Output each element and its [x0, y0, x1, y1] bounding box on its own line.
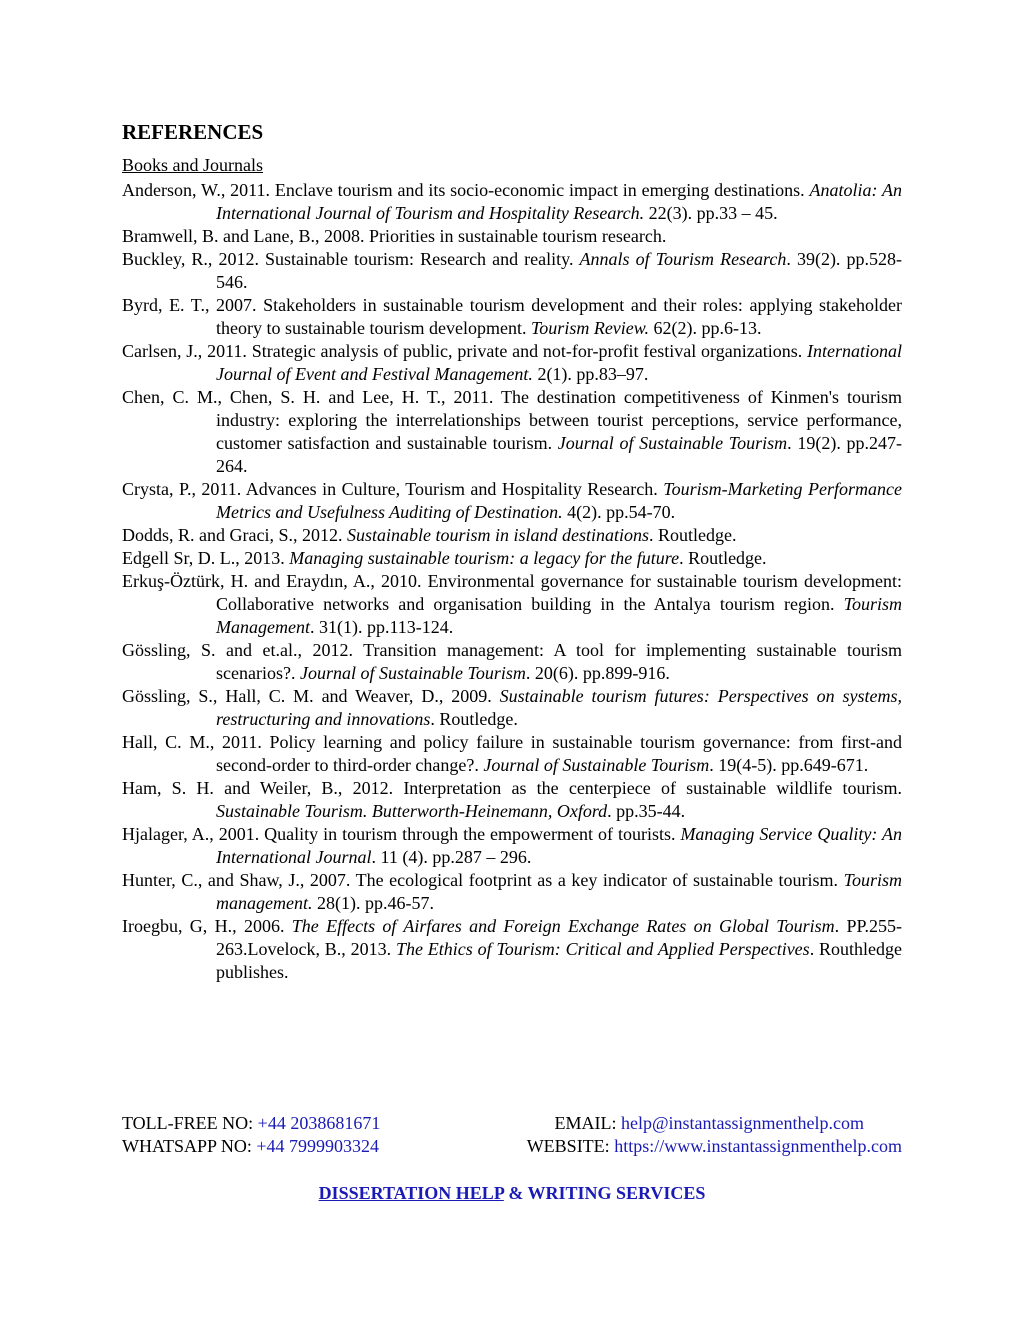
reference-source-title: International Journal of Event and Festival Management.: [216, 341, 902, 384]
reference-text: Hall, C. M., 2011. Policy learning and policy failure in sustainable tourism governance: from first-and second-order to third-order change?.: [122, 732, 902, 775]
reference-text: Buckley, R., 2012. Sustainable tourism: Research and reality.: [122, 249, 580, 269]
reference-item: [122, 685, 902, 731]
tollfree-label: TOLL-FREE NO:: [122, 1113, 258, 1133]
website-label: WEBSITE:: [526, 1136, 615, 1156]
reference-text: 4(2). pp.54-70.: [562, 502, 676, 522]
email-contact: [554, 1112, 902, 1135]
reference-source-title: Sustainable tourism futures: Perspectives on systems, restructuring and innovations: [216, 686, 902, 729]
reference-item: [122, 340, 902, 386]
reference-text: Anderson, W., 2011. Enclave tourism and its socio-economic impact in emerging destinations.: [122, 180, 810, 200]
reference-text: Dodds, R. and Graci, S., 2012.: [122, 525, 347, 545]
reference-text: . PP.255-263.Lovelock, B., 2013.: [216, 916, 902, 959]
reference-text: Hunter, C., and Shaw, J., 2007. The ecological footprint as a key indicator of sustainable tourism.: [122, 870, 844, 890]
reference-text: Carlsen, J., 2011. Strategic analysis of public, private and not-for-profit festival organizations.: [122, 341, 807, 361]
reference-text: . pp.35-44.: [607, 801, 686, 821]
reference-text: . 20(6). pp.899-916.: [525, 663, 670, 683]
tollfree-number-link[interactable]: +44 2038681671: [257, 1113, 381, 1133]
reference-text: . 39(2). pp.528-546.: [216, 249, 902, 292]
reference-item: [122, 386, 902, 478]
reference-source-title: Managing sustainable tourism: a legacy for the future: [289, 548, 680, 568]
reference-item: [122, 547, 902, 570]
reference-item: [122, 294, 902, 340]
whatsapp-label: WHATSAPP NO:: [122, 1136, 257, 1156]
reference-text: . Routhledge publishes.: [216, 939, 902, 982]
references-section: [122, 118, 902, 984]
reference-source-title: Tourism Management: [216, 594, 902, 637]
reference-source-title: Sustainable tourism in island destinations: [346, 525, 650, 545]
reference-text: 2(1). pp.83–97.: [532, 364, 649, 384]
tollfree-contact: [122, 1112, 380, 1135]
contact-row-2: [122, 1135, 902, 1158]
reference-text: 28(1). pp.46-57.: [312, 893, 434, 913]
whatsapp-contact: [122, 1135, 379, 1158]
reference-source-title: The Ethics of Tourism: Critical and Applied Perspectives: [395, 939, 810, 959]
reference-text: . 19(4-5). pp.649-671.: [709, 755, 869, 775]
contact-row-1: [122, 1112, 902, 1135]
reference-text: . 11 (4). pp.287 – 296.: [371, 847, 532, 867]
reference-item: [122, 225, 902, 248]
reference-text: . Routledge.: [679, 548, 767, 568]
reference-text: Iroegbu, G, H., 2006.: [122, 916, 292, 936]
reference-text: Hjalager, A., 2001. Quality in tourism through the empowerment of tourists.: [122, 824, 681, 844]
reference-source-title: Sustainable Tourism. Butterworth-Heinemann, Oxford: [216, 801, 608, 821]
footer-rest-text: & WRITING SERVICES: [503, 1183, 706, 1203]
reference-list: [122, 179, 902, 984]
reference-item: [122, 639, 902, 685]
reference-text: Edgell Sr, D. L., 2013.: [122, 548, 290, 568]
reference-source-title: Journal of Sustainable Tourism: [299, 663, 526, 683]
reference-item: [122, 478, 902, 524]
website-contact: [527, 1135, 902, 1158]
reference-item: [122, 777, 902, 823]
footer-banner: [0, 1181, 1024, 1205]
reference-text: 62(2). pp.6-13.: [648, 318, 762, 338]
books-journals-subheading: Books and Journals: [122, 155, 263, 175]
reference-source-title: Journal of Sustainable Tourism: [557, 433, 788, 453]
reference-text: Bramwell, B. and Lane, B., 2008. Priorities in sustainable tourism research.: [122, 226, 667, 246]
reference-item: [122, 823, 902, 869]
dissertation-help-link[interactable]: DISSERTATION HELP: [318, 1183, 504, 1203]
email-link[interactable]: help@instantassignmenthelp.com: [620, 1113, 864, 1133]
whatsapp-number-link[interactable]: +44 7999903324: [256, 1136, 380, 1156]
reference-item: [122, 869, 902, 915]
reference-text: . 31(1). pp.113-124.: [309, 617, 454, 637]
website-link[interactable]: https://www.instantassignmenthelp.com: [614, 1136, 902, 1156]
reference-item: [122, 248, 902, 294]
reference-source-title: Annals of Tourism Research: [579, 249, 787, 269]
reference-source-title: Anatolia: An International Journal of Tourism and Hospitality Research.: [216, 180, 902, 223]
email-label: EMAIL:: [554, 1113, 621, 1133]
reference-text: . Routledge.: [649, 525, 737, 545]
reference-item: [122, 179, 902, 225]
reference-text: Crysta, P., 2011. Advances in Culture, Tourism and Hospitality Research.: [122, 479, 664, 499]
reference-source-title: Tourism Review.: [530, 318, 649, 338]
reference-text: Gössling, S., Hall, C. M. and Weaver, D., 2009.: [122, 686, 500, 706]
reference-text: . Routledge.: [430, 709, 518, 729]
reference-source-title: Journal of Sustainable Tourism: [483, 755, 710, 775]
reference-text: Chen, C. M., Chen, S. H. and Lee, H. T., 2011. The destination competitiveness of Kinmen's tourism industry: exploring the interrelationships between tourist perceptions, service performance, customer satisfaction and sustainable tourism.: [122, 387, 902, 453]
reference-text: Byrd, E. T., 2007. Stakeholders in sustainable tourism development and their roles: applying stakeholder theory to sustainable tourism development.: [122, 295, 902, 338]
reference-item: [122, 731, 902, 777]
reference-text: . 19(2). pp.247-264.: [216, 433, 902, 476]
contact-block: [122, 1112, 902, 1158]
reference-source-title: Managing Service Quality: An International Journal: [216, 824, 902, 867]
reference-text: Erkuş-Öztürk, H. and Eraydın, A., 2010. Environmental governance for sustainable tourism development: Collaborative networks and organisation building in the Antalya tourism region.: [122, 571, 902, 614]
reference-item: [122, 915, 902, 984]
reference-source-title: Tourism management.: [216, 870, 902, 913]
reference-text: 22(3). pp.33 – 45.: [644, 203, 778, 223]
reference-text: Ham, S. H. and Weiler, B., 2012. Interpretation as the centerpiece of sustainable wildlife tourism.: [122, 778, 902, 798]
reference-item: [122, 570, 902, 639]
reference-source-title: Tourism-Marketing Performance Metrics and Usefulness Auditing of Destination.: [216, 479, 902, 522]
reference-source-title: The Effects of Airfares and Foreign Exchange Rates on Global Tourism: [291, 916, 835, 936]
reference-item: [122, 524, 902, 547]
references-heading: REFERENCES: [122, 120, 264, 144]
reference-text: Gössling, S. and et.al., 2012. Transition management: A tool for implementing sustainable tourism scenarios?.: [122, 640, 902, 683]
